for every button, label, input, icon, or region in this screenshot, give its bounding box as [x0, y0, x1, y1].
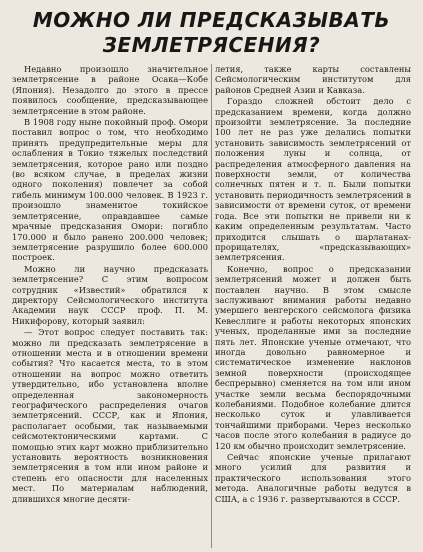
- paragraph: Можно ли научно предсказать землетрясение? С этим вопросом сотрудник «Известий» обратился к директору Сейсмологического института Академии наук СССР проф. П. М. Никифорову, который заявил:: [12, 263, 208, 326]
- column-right: [215, 64, 411, 504]
- paragraph: — Этот вопрос следует поставить так: можно ли предсказать землетрясение в отношении места и в отношении времени события? Что касается места, то в этом отношении на вопрос можно ответить утвердительно, ибо установлена вполне определенная закономерность географического распределения очагов землетрясений. СССР, как и Япония, располагает особыми, так называемыми сейсмотектоническими картами. С помощью этих карт можно приблизительно установить вероятность возникновения землетрясения в том или ином районе и степень его опасности для населенных мест. По материалам наблюдений, длившихся многие десяти-: [12, 327, 208, 504]
- paragraph: Недавно произошло значительное землетрясение в районе Осака—Кобе (Япония). Незадолго до этого в прессе появилось сообщение, предсказывающее землетрясение в этом районе.: [12, 64, 208, 116]
- title-line-1: МОЖНО ЛИ ПРЕДСКАЗЫВАТЬ: [32, 8, 391, 32]
- article-title: [0, 0, 423, 58]
- paragraph: Конечно, вопрос о предсказании землетрясений может и должен быть поставлен научно. В этом смысле заслуживают внимания работы недавно умершего венгерского сейсмолога физика Кевесллиге и работы некоторых японских ученых, проделанные ими за последние пять лет. Японские ученые отмечают, что иногда довольно равномерное и систематическое изменение наклонов земной поверхности (происходящее беспрерывно) сменяется на том или ином участке земли весьма беспорядочными колебаниями. Подобное колебание длится несколько суток и улавливается тончайшими приборами. Через несколько часов после этого колебания в радиусе до 120 км обычно происходит землетрясение.: [215, 263, 411, 451]
- paragraph: Сейчас японские ученые прилагают много усилий для развития и практического использования этого метода. Аналогичные работы ведутся в США, а с 1936 г. развертываются в СССР.: [215, 452, 411, 504]
- column-divider: [211, 64, 212, 548]
- paragraph: Гораздо сложней обстоит дело с предсказанием времени, когда должно произойти землетрясение. За последние 100 лет не раз уже делались попытки установить зависимость землетрясений от положения луны и солнца, от распределения атмосферного давления на поверхности земли, от количества солнечных пятен и т. п. Были попытки установить периодичность землетрясений в зависимости от времени суток, от времени года. Все эти попытки не привели ни к каким определенным результатам. Часто приходится слышать о шарлатанах-прорицателях, «предсказывающих» землетрясения.: [215, 96, 411, 263]
- paragraph: летия, также карты составлены Сейсмологическим институтом для районов Средней Азии и Кавказа.: [215, 64, 411, 95]
- title-line-2: ЗЕМЛЕТРЯСЕНИЯ?: [102, 33, 321, 57]
- column-left: [12, 64, 208, 504]
- paragraph: В 1908 году ныне покойный проф. Омори поставил вопрос о том, что необходимо принять предупредительные меры для ослабления в Токио тяжелых последствий землетрясения, которое рано или поздно (во всяком случае, в пределах жизни одного поколения) повлечет за собой гибель минимум 100.000 человек. В 1923 г. произошло знаменитое токийское землетрясение, оправдавшее самые мрачные предсказания Омори: погибло 170.000 и было ранено 200.000 человек; землетрясение разрушило более 600.000 построек.: [12, 117, 208, 263]
